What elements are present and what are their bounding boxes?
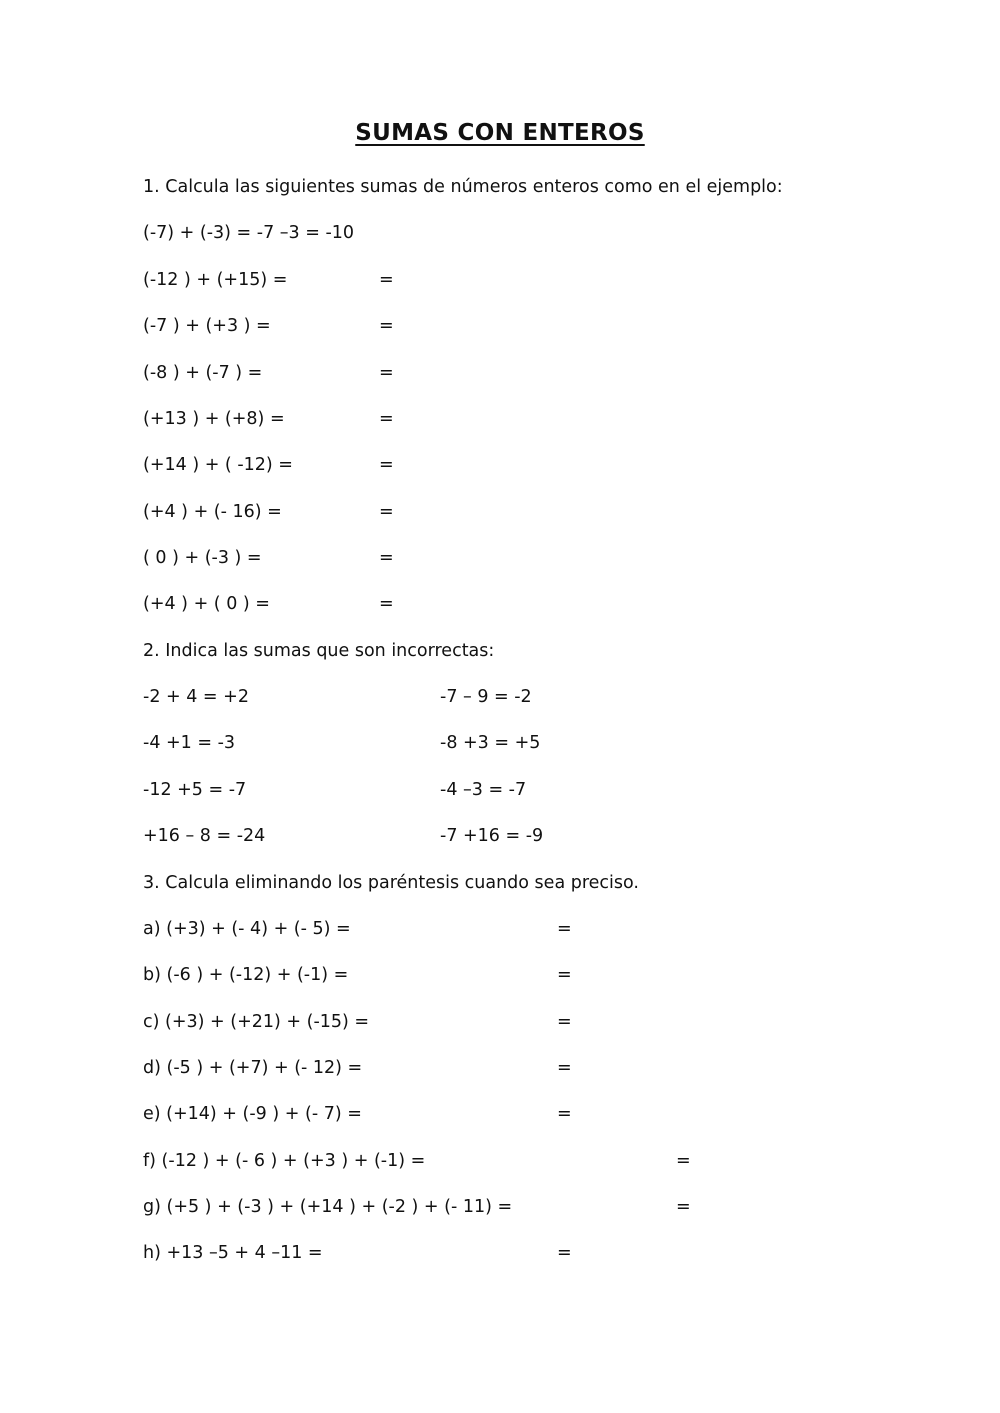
section-3-heading: 3. Calcula eliminando los paréntesis cuando sea preciso. xyxy=(143,873,639,893)
exercise-1-8: (+4 ) + ( 0 ) = xyxy=(143,594,270,614)
exercise-1-6: (+4 ) + (- 16) = xyxy=(143,502,282,522)
sum-2-3-left: -12 +5 = -7 xyxy=(143,780,247,800)
sum-2-4-right: -7 +16 = -9 xyxy=(440,826,544,846)
exercise-3-e-equals: = xyxy=(557,1104,572,1124)
section-1-example: (-7) + (-3) = -7 –3 = -10 xyxy=(143,223,355,243)
exercise-1-6-equals: = xyxy=(379,502,394,522)
exercise-3-d: d) (-5 ) + (+7) + (- 12) = xyxy=(143,1058,363,1078)
sum-2-4-left: +16 – 8 = -24 xyxy=(143,826,266,846)
exercise-3-a-equals: = xyxy=(557,919,572,939)
exercise-1-2: (-7 ) + (+3 ) = xyxy=(143,316,271,336)
exercise-3-f-equals: = xyxy=(676,1151,691,1171)
exercise-3-b-equals: = xyxy=(557,965,572,985)
sum-2-3-right: -4 –3 = -7 xyxy=(440,780,527,800)
exercise-1-1: (-12 ) + (+15) = xyxy=(143,270,288,290)
page-title: SUMAS CON ENTEROS xyxy=(355,120,645,146)
exercise-3-c-equals: = xyxy=(557,1012,572,1032)
exercise-1-8-equals: = xyxy=(379,594,394,614)
exercise-3-f: f) (-12 ) + (- 6 ) + (+3 ) + (-1) = xyxy=(143,1151,426,1171)
exercise-1-3: (-8 ) + (-7 ) = xyxy=(143,363,263,383)
exercise-3-a: a) (+3) + (- 4) + (- 5) = xyxy=(143,919,351,939)
exercise-1-2-equals: = xyxy=(379,316,394,336)
exercise-1-4-equals: = xyxy=(379,409,394,429)
sum-2-2-right: -8 +3 = +5 xyxy=(440,733,541,753)
exercise-3-e: e) (+14) + (-9 ) + (- 7) = xyxy=(143,1104,362,1124)
section-1-heading: 1. Calcula las siguientes sumas de números enteros como en el ejemplo: xyxy=(143,177,783,197)
exercise-1-5-equals: = xyxy=(379,455,394,475)
exercise-1-3-equals: = xyxy=(379,363,394,383)
exercise-1-4: (+13 ) + (+8) = xyxy=(143,409,285,429)
sum-2-1-left: -2 + 4 = +2 xyxy=(143,687,249,707)
exercise-3-h-equals: = xyxy=(557,1243,572,1263)
exercise-3-g: g) (+5 ) + (-3 ) + (+14 ) + (-2 ) + (- 11) = xyxy=(143,1197,513,1217)
sum-2-2-left: -4 +1 = -3 xyxy=(143,733,236,753)
exercise-1-1-equals: = xyxy=(379,270,394,290)
exercise-3-h: h) +13 –5 + 4 –11 = xyxy=(143,1243,323,1263)
section-2-heading: 2. Indica las sumas que son incorrectas: xyxy=(143,641,495,661)
exercise-3-b: b) (-6 ) + (-12) + (-1) = xyxy=(143,965,349,985)
exercise-1-7-equals: = xyxy=(379,548,394,568)
exercise-3-c: c) (+3) + (+21) + (-15) = xyxy=(143,1012,370,1032)
exercise-3-g-equals: = xyxy=(676,1197,691,1217)
exercise-1-5: (+14 ) + ( -12) = xyxy=(143,455,293,475)
sum-2-1-right: -7 – 9 = -2 xyxy=(440,687,532,707)
exercise-3-d-equals: = xyxy=(557,1058,572,1078)
exercise-1-7: ( 0 ) + (-3 ) = xyxy=(143,548,262,568)
